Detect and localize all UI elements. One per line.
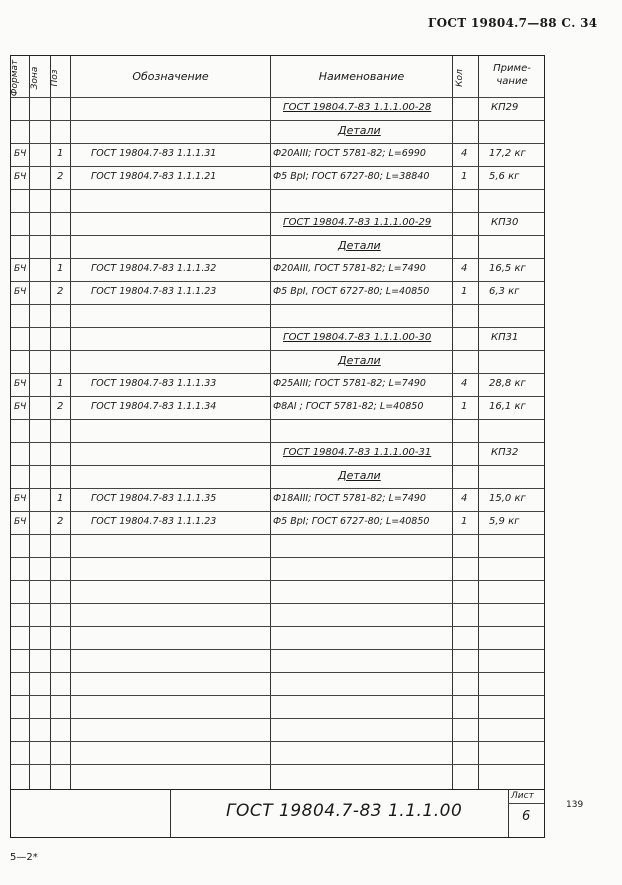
row-line <box>11 764 544 765</box>
row-line <box>11 281 544 282</box>
name-cell: Ф5 ВрI; ГОСТ 6727-80; L=38840 <box>273 171 430 182</box>
row-line <box>11 396 544 397</box>
row-line <box>11 741 544 742</box>
designation-cell: ГОСТ 19804.7-83 1.1.1.31 <box>91 148 217 159</box>
designation-cell: ГОСТ 19804.7-83 1.1.1.23 <box>91 286 217 297</box>
document-designation: ГОСТ 19804.7-83 1.1.1.00 <box>226 801 463 821</box>
pos-cell: 1 <box>57 148 64 159</box>
row-line <box>11 419 544 420</box>
row-line <box>11 304 544 305</box>
format-cell: БЧ <box>14 494 27 504</box>
pos-cell: 1 <box>57 378 64 389</box>
page-header: ГОСТ 19804.7—88 С. 34 <box>428 16 598 30</box>
name-cell: Ф8АI ; ГОСТ 5781-82; L=40850 <box>273 401 424 412</box>
name-cell: Ф20АIII; ГОСТ 5781-82; L=6990 <box>273 148 426 159</box>
qty-cell: 4 <box>461 263 468 274</box>
name-cell: Ф20АIII, ГОСТ 5781-82; L=7490 <box>273 263 426 274</box>
row-line <box>11 143 544 144</box>
sheet-divider <box>508 803 544 804</box>
note-cell: 6,3 кг <box>489 286 520 297</box>
col-header-qty: Кол <box>455 69 465 87</box>
qty-cell: 1 <box>461 401 468 412</box>
row-line <box>11 97 544 98</box>
group-note: КП30 <box>491 217 519 228</box>
pos-cell: 1 <box>57 263 64 274</box>
pos-cell: 2 <box>57 516 64 527</box>
side-number: 139 <box>566 800 584 810</box>
designation-cell: ГОСТ 19804.7-83 1.1.1.21 <box>91 171 217 182</box>
qty-cell: 4 <box>461 378 468 389</box>
format-cell: БЧ <box>14 149 27 159</box>
row-line <box>11 327 544 328</box>
section-title: Детали <box>338 469 381 482</box>
col-header-name: Наименование <box>318 70 405 83</box>
row-line <box>11 120 544 121</box>
group-title: ГОСТ 19804.7-83 1.1.1.00-31 <box>283 447 432 458</box>
sheet-number: 6 <box>522 809 531 824</box>
row-line <box>11 258 544 259</box>
footer-mark: 5—2* <box>10 852 38 863</box>
row-line <box>11 373 544 374</box>
col-header-note: Приме-чание <box>493 63 531 87</box>
row-line <box>11 350 544 351</box>
row-line <box>11 166 544 167</box>
format-cell: БЧ <box>14 517 27 527</box>
pos-cell: 1 <box>57 493 64 504</box>
row-line <box>11 672 544 673</box>
col-header-pos: Поз <box>50 69 60 87</box>
qty-cell: 4 <box>461 493 468 504</box>
col-header-format: Формат <box>10 59 20 97</box>
format-cell: БЧ <box>14 287 27 297</box>
note-cell: 5,6 кг <box>489 171 520 182</box>
name-cell: Ф5 ВрI, ГОСТ 6727-80; L=40850 <box>273 286 430 297</box>
sheet-label: Лист <box>511 791 534 801</box>
row-line <box>11 442 544 443</box>
designation-cell: ГОСТ 19804.7-83 1.1.1.35 <box>91 493 217 504</box>
row-line <box>11 511 544 512</box>
title-block-border <box>11 789 544 790</box>
section-title: Детали <box>338 354 381 367</box>
note-cell: 28,8 кг <box>489 378 526 389</box>
designation-cell: ГОСТ 19804.7-83 1.1.1.33 <box>91 378 217 389</box>
qty-cell: 4 <box>461 148 468 159</box>
name-cell: Ф25АIII; ГОСТ 5781-82; L=7490 <box>273 378 426 389</box>
section-title: Детали <box>338 239 381 252</box>
group-note: КП29 <box>491 102 519 113</box>
row-line <box>11 580 544 581</box>
name-cell: Ф5 ВрI; ГОСТ 6727-80; L=40850 <box>273 516 430 527</box>
note-cell: 5,9 кг <box>489 516 520 527</box>
title-block-divider <box>170 789 171 837</box>
format-cell: БЧ <box>14 379 27 389</box>
row-line <box>11 649 544 650</box>
group-title: ГОСТ 19804.7-83 1.1.1.00-29 <box>283 217 432 228</box>
format-cell: БЧ <box>14 402 27 412</box>
note-cell: 15,0 кг <box>489 493 526 504</box>
row-line <box>11 695 544 696</box>
row-line <box>11 488 544 489</box>
row-line <box>11 534 544 535</box>
row-line <box>11 603 544 604</box>
designation-cell: ГОСТ 19804.7-83 1.1.1.34 <box>91 401 217 412</box>
col-header-zone: Зона <box>30 66 40 90</box>
note-cell: 17,2 кг <box>489 148 526 159</box>
qty-cell: 1 <box>461 286 468 297</box>
group-title: ГОСТ 19804.7-83 1.1.1.00-28 <box>283 102 432 113</box>
title-block-divider <box>508 789 509 837</box>
row-line <box>11 718 544 719</box>
format-cell: БЧ <box>14 264 27 274</box>
row-line <box>11 465 544 466</box>
group-title: ГОСТ 19804.7-83 1.1.1.00-30 <box>283 332 432 343</box>
pos-cell: 2 <box>57 286 64 297</box>
qty-cell: 1 <box>461 171 468 182</box>
row-line <box>11 626 544 627</box>
note-cell: 16,5 кг <box>489 263 526 274</box>
specification-table <box>10 55 545 838</box>
group-note: КП32 <box>491 447 519 458</box>
row-line <box>11 189 544 190</box>
pos-cell: 2 <box>57 401 64 412</box>
format-cell: БЧ <box>14 172 27 182</box>
row-line <box>11 212 544 213</box>
row-line <box>11 557 544 558</box>
note-cell: 16,1 кг <box>489 401 526 412</box>
qty-cell: 1 <box>461 516 468 527</box>
designation-cell: ГОСТ 19804.7-83 1.1.1.32 <box>91 263 217 274</box>
section-title: Детали <box>338 124 381 137</box>
designation-cell: ГОСТ 19804.7-83 1.1.1.23 <box>91 516 217 527</box>
col-header-designation: Обозначение <box>132 70 209 83</box>
pos-cell: 2 <box>57 171 64 182</box>
row-line <box>11 235 544 236</box>
name-cell: Ф18АIII; ГОСТ 5781-82; L=7490 <box>273 493 426 504</box>
group-note: КП31 <box>491 332 519 343</box>
